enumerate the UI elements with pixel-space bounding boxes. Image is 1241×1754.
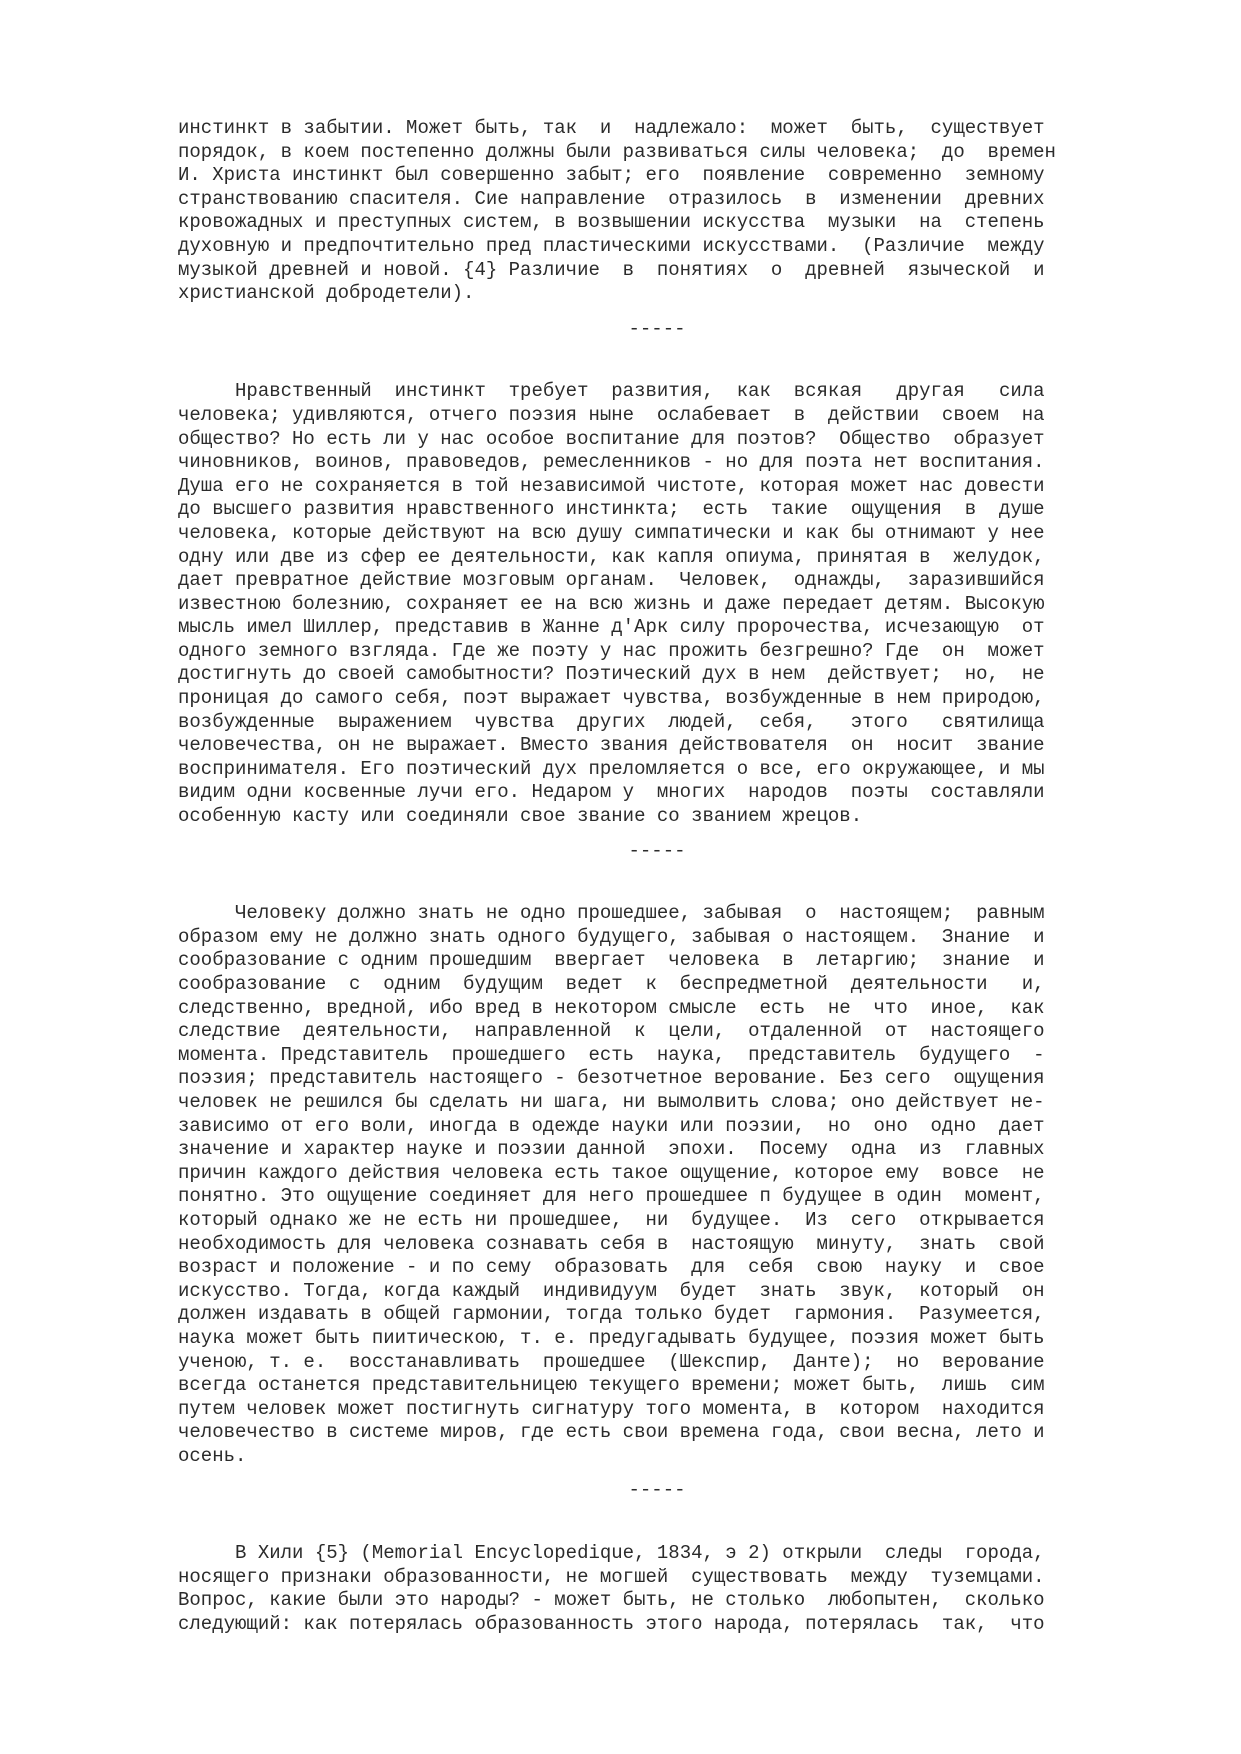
paragraph-3: Человеку должно знать не одно прошедшее, забывая о настоящем; равным образом ему не должно знать одного будущего, забывая о настоящем. Знание и сообразование с одним прошедшим ввергает человека в летаргию; знание и сообразование с одним будущим ведет к беспредметной деятельности и, следственно, вредной, ибо вред в некотором смысле есть не что иное, как следствие деятельности, направленной к цели, отдаленной от настоящего момента. Представитель прошедшего есть наука, представитель будущего - поэзия; представитель настоящего - безотчетное верование. Без сего ощущения человек не решился бы сделать ни шага, ни вымолвить слова; оно действует не- зависимо от его воли, иногда в одежде науки или поэзии, но оно одно дает значение и характер науке и поэзии данной эпохи. Посему одна из главных причин каждого действия человека есть такое ощущение, которое ему вовсе не понятно. Это ощущение соединяет для него прошедшее п будущее в один момент, который однако же не есть ни прошедшее, ни будущее. Из сего открывается необходимость для человека сознавать себя в настоящую минуту, знать свой возраст и положение - и по сему образовать для себя свою науку и свое искусство. Тогда, когда каждый индивидуум будет знать звук, который он должен издавать в общей гармонии, тогда только будет гармония. Разумеется, наука может быть пиитическою, т. е. предугадывать будущее, поэзия может быть ученою, т. е. восстанавливать прошедшее (Шекспир, Данте); но верование всегда останется представительницею текущего времени; может быть, лишь сим путем человек может постигнуть сигнатуру того момента, в котором находится человечество в системе миров, где есть свои времена года, свои весна, лето и осень.: [178, 902, 1045, 1467]
paragraph-1: инстинкт в забытии. Может быть, так и надлежало: может быть, существует порядок, в коем постепенно должны были развиваться силы человека; до времен И. Христа инстинкт был совершенно забыт; его появление современно земному странствованию спасителя. Сие направление отразилось в изменении древних кровожадных и преступных систем, в возвышении искусства музыки на степень духовную и предпочтительно пред пластическими искусствами. (Различие между музыкой древней и новой. {4} Различие в понятиях о древней языческой и христианской добродетели).: [178, 117, 1056, 305]
section-separator-3: -----: [628, 1479, 686, 1502]
paragraph-4: В Хили {5} (Memorial Encyclopedique, 1834, э 2) открыли следы города, носящего признаки образованности, не могшей существовать между туземцами. Вопрос, какие были это народы? - может быть, не столько любопытен, сколько следующий: как потерялась образованность этого народа, потерялась так, что: [178, 1542, 1045, 1635]
section-separator-2: -----: [628, 839, 686, 862]
paragraph-2: Нравственный инстинкт требует развития, как всякая другая сила человека; удивляются, отчего поэзия ныне ослабевает в действии своем на общество? Но есть ли у нас особое воспитание для поэтов? Общество образует чиновников, воинов, правоведов, ремесленников - но для поэта нет воспитания. Душа его не сохраняется в той независимой чистоте, которая может нас довести до высшего развития нравственного инстинкта; есть такие ощущения в душе человека, которые действуют на всю душу симпатически и как бы отнимают у нее одну или две из сфер ее деятельности, как капля опиума, принятая в желудок, дает превратное действие мозговым органам. Человек, однажды, заразившийся известною болезнию, сохраняет ее на всю жизнь и даже передает детям. Высокую мысль имел Шиллер, представив в Жанне д'Арк силу пророчества, исчезающую от одного земного взгляда. Где же поэту у нас прожить безгрешно? Где он может достигнуть до своей самобытности? Поэтический дух в нем действует; но, не проницая до самого себя, поэт выражает чувства, возбужденные в нем природою, возбужденные выражением чувства других людей, себя, этого святилища человечества, он не выражает. Вместо звания действователя он носит звание воспринимателя. Его поэтический дух преломляется о все, его окружающее, и мы видим одни косвенные лучи его. Недаром у многих народов поэты составляли особенную касту или соединяли свое звание со званием жрецов.: [178, 380, 1045, 828]
document-page: [178, 117, 1136, 1636]
section-separator-1: -----: [628, 317, 686, 340]
